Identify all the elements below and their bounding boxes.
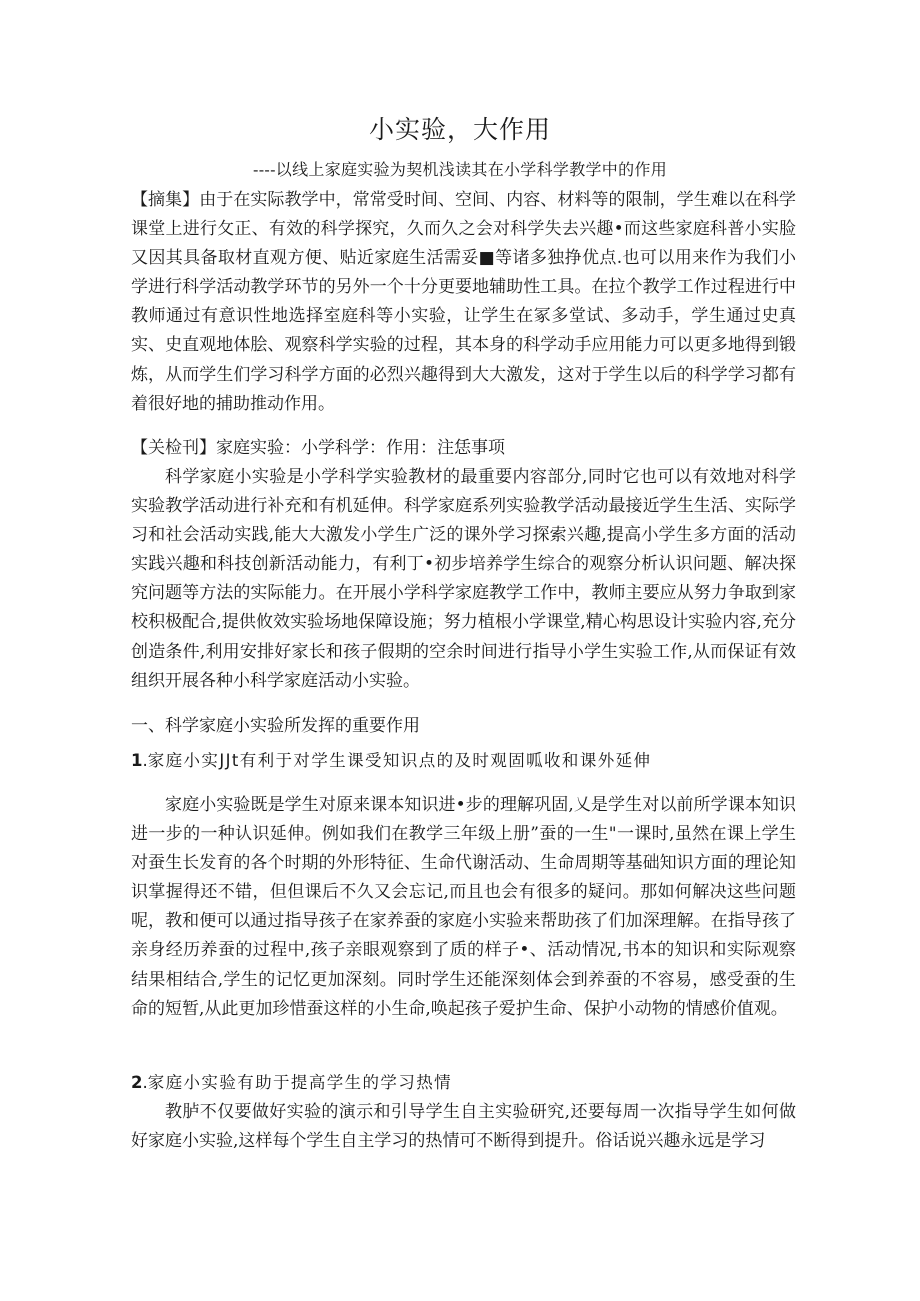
- document-subtitle: ----以线上家庭实验为契机浅读其在小学科学教学中的作用: [252, 160, 668, 179]
- body-paragraph-1: 家庭小实验既是学生对原来课本知识进•步的理解巩固,乂是学生对以前所学课本知识进一步的一种认识延伸。例如我们在教学三年级上册”蚕的一生"一课时,虽然在课上学生对蚕生长发育的各个时期的外形特征、生命代谢活动、生命周期等基础知识方面的理论知识掌握得还不错，但但课后不久又会忘记,而且也会有很多的疑问。那如何解决这些问题呢，教和便可以通过指导孩子在家养蚕的家庭小实验来帮助孩了们加深理解。在指导孩了亲身经历养蚕的过程中,孩子亲眼观察到了质的样子•、活动情况,书本的知识和实际观察结果相结合,学生的记忆更加深刻。同时学生还能深刻体会到养蚕的不容易，感受蚕的生命的短暂,从此更加珍惜蚕这样的小生命,唤起孩子爱护生命、保护小动物的情感价值观。: [131, 795, 796, 1019]
- document-title: 小实验，大作用: [368, 115, 551, 144]
- intro-paragraph: 科学家庭小实验是小学科学实验教材的最重要内容部分,同时它也可以有效地对科学实验教学活动进行补充和有机延伸。科学家庭系列实验教学活动最接近学生生活、实际学习和社会活动实践,能大大激发小学生广泛的课外学习探索兴趣,提高小学生多方面的活动实践兴趣和科技创新活动能力，有利丁•初步培养学生综合的观察分析认识问题、解决探究问题等方法的实际能力。在开展小学科学家庭教学工作中，教师主要应从努力争取到家校积极配合,提供攸效实验场地保障设施；努力植根小学课堂,精心构思设计实验内容,充分创造条件,利用安排好家长和孩子假期的空余时间进行指导小学生实验工作,从而保证有效组织开展各种小科学家庭活动小实验。: [131, 467, 796, 691]
- subsection-dot-1: .: [142, 751, 148, 770]
- subsection-heading-2: [131, 1070, 796, 1096]
- subsection-text-2: 家庭小实验有助于提高学生的学习热情: [147, 1073, 453, 1092]
- subsection-dot-2: .: [142, 1073, 148, 1092]
- keywords-line: 【关检刊】家庭实验：小学科学：作用：注恁事项: [131, 438, 505, 458]
- body-paragraph-2: 教胪不仅要做好实验的演示和引导学生自主实验研究,还要每周一次指导学生如何做好家庭小实验,这样每个学生自主学习的热情可不断得到提升。俗话说兴趣永远是学习: [131, 1102, 796, 1152]
- subsection-text-1: 家庭小实JJt有利于对学生课受知识点的及时观固呱收和课外延伸: [147, 751, 652, 770]
- abstract-paragraph: 【摘集】由于在实际教学中，常常受时间、空间、内容、材料等的限制，学生难以在科学课堂上进行攵正、有效的科学探究，久而久之会对科学失去兴趣•而这些家庭科普小实脸又因其具备取材直观方便、贴近家庭生活需妥■等诸多独挣优点.也可以用来作为我们小学进行科学活动教学环节的另外一个十分更要地辅助性工具。在拉个教学工作过程进行中教师通过有意识性地选择室庭科等小实验，让学生在冢多堂试、多动手，学生通过史真实、史直观地体脍、观察科学实验的过程，其本身的科学动手应用能力可以更多地得到锻炼，从而学生们学习科学方面的必烈兴趣得到大大激发，这对于学生以后的科学学习都有着很好地的捕助推动作用。: [131, 190, 796, 414]
- subsection-heading-1: [131, 748, 796, 774]
- subsection-number-1: 1: [131, 751, 143, 770]
- section-heading-1: 一、科学家庭小实验所发挥的重要作用: [131, 716, 420, 736]
- subsection-number-2: 2: [131, 1073, 143, 1092]
